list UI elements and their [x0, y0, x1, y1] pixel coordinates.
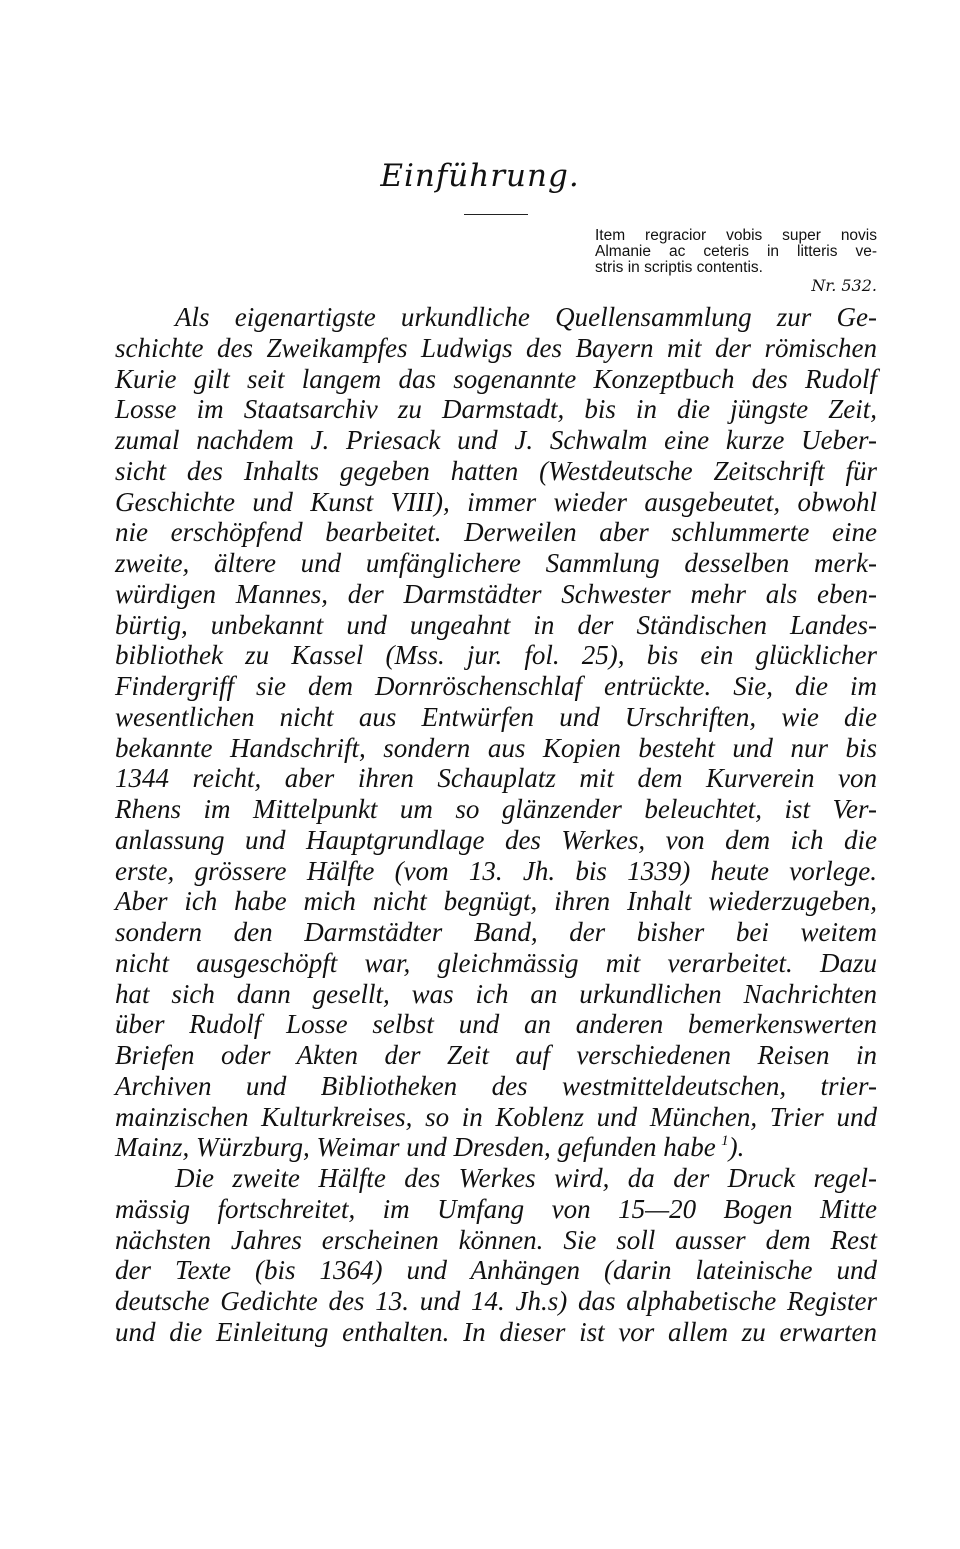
text-line: sondern den Darmstädter Band, der bisher bei weitem — [115, 917, 877, 947]
text-line: würdigen Mannes, der Darmstädter Schwester mehr als eben- — [115, 578, 877, 609]
body-text — [115, 302, 877, 1348]
footnote-marker: 1 — [721, 1133, 729, 1150]
text-line: über Rudolf Losse selbst und an anderen bemerkenswerten — [115, 1009, 877, 1040]
text-line: und die Einleitung enthalten. In dieser ist vor allem zu erwarten — [115, 1316, 877, 1347]
footnote-close: ). — [728, 1132, 745, 1163]
text-line: sicht des Inhalts gegeben hatten (Westdeutsche Zeitschrift für — [115, 455, 877, 486]
text-line: Losse im Staatsarchiv zu Darmstadt, bis in die jüngste Zeit, — [115, 394, 877, 425]
epigraph-line: Almanie ac ceteris in litteris ve- — [595, 243, 877, 260]
text-line: wesentlichen nicht aus Entwürfen und Urschriften, wie die — [115, 701, 877, 732]
text-line: Als eigenartigste urkundliche Quellensammlung zur Ge- — [175, 302, 877, 332]
title-divider — [464, 214, 528, 215]
text-line: zweite, ältere und umfänglichere Sammlung desselben merk- — [115, 548, 877, 578]
text-line: nicht ausgeschöpft war, gleichmässig mit verarbeitet. Dazu — [115, 947, 877, 978]
text-line: der Texte (bis 1364) und Anhängen (darin lateinische und — [115, 1255, 877, 1286]
text-line: Geschichte und Kunst VIII), immer wieder ausgebeutet, obwohl — [115, 486, 877, 517]
text-line: nie erschöpfend bearbeitet. Derweilen aber schlummerte eine — [115, 517, 877, 548]
text-line: deutsche Gedichte des 13. und 14. Jh.s) das alphabetische Register — [115, 1286, 877, 1316]
epigraph — [595, 228, 877, 276]
text-line: mainzischen Kulturkreises, so in Koblenz und München, Trier und — [115, 1101, 877, 1132]
text-line: Findergriff sie dem Dornröschenschlaf entrückte. Sie, die im — [115, 671, 877, 701]
text-line: Briefen oder Akten der Zeit auf verschiedenen Reisen in — [115, 1040, 877, 1070]
text-line: zumal nachdem J. Priesack und J. Schwalm eine kurze Ueber- — [115, 425, 877, 455]
text-line: anlassung und Hauptgrundlage des Werkes, von dem ich die — [115, 824, 877, 855]
text-line: erste, grössere Hälfte (vom 13. Jh. bis 1339) heute vorlege. — [115, 855, 877, 886]
text-line: hat sich dann gesellt, was ich an urkundlichen Nachrichten — [115, 978, 877, 1009]
text-line: schichte des Zweikampfes Ludwigs des Bayern mit der römischen — [115, 332, 877, 363]
text-line: Aber ich habe mich nicht begnügt, ihren Inhalt wiederzugeben, — [115, 886, 877, 917]
text-line: nächsten Jahres erscheinen können. Sie soll ausser dem Rest — [115, 1224, 877, 1255]
text-line — [115, 1132, 877, 1163]
text-segment: Mainz, Würzburg, Weimar und Dresden, gefunden habe — [115, 1132, 716, 1163]
epigraph-line: Item regracior vobis super novis — [595, 227, 877, 244]
text-line: bibliothek zu Kassel (Mss. jur. fol. 25), bis ein glücklicher — [115, 640, 877, 671]
page-title: Einführung. — [380, 158, 580, 194]
epigraph-line: stris in scriptis contentis. — [595, 259, 763, 276]
text-line: mässig fortschreitet, im Umfang von 15—20 Bogen Mitte — [115, 1193, 877, 1224]
text-line: Archiven und Bibliotheken des westmitteldeutschen, trier- — [115, 1070, 877, 1101]
text-line: Kurie gilt seit langem das sogenannte Konzeptbuch des Rudolf — [115, 363, 877, 394]
epigraph-reference: Nr. 532. — [811, 276, 877, 295]
text-line: bekannte Handschrift, sondern aus Kopien besteht und nur bis — [115, 732, 877, 763]
text-line: Die zweite Hälfte des Werkes wird, da der Druck regel- — [175, 1163, 877, 1193]
text-line: 1344 reicht, aber ihren Schauplatz mit dem Kurverein von — [115, 763, 877, 794]
text-line: Rhens im Mittelpunkt um so glänzender beleuchtet, ist Ver- — [115, 794, 877, 824]
text-line: bürtig, unbekannt und ungeahnt in der Ständischen Landes- — [115, 609, 877, 640]
